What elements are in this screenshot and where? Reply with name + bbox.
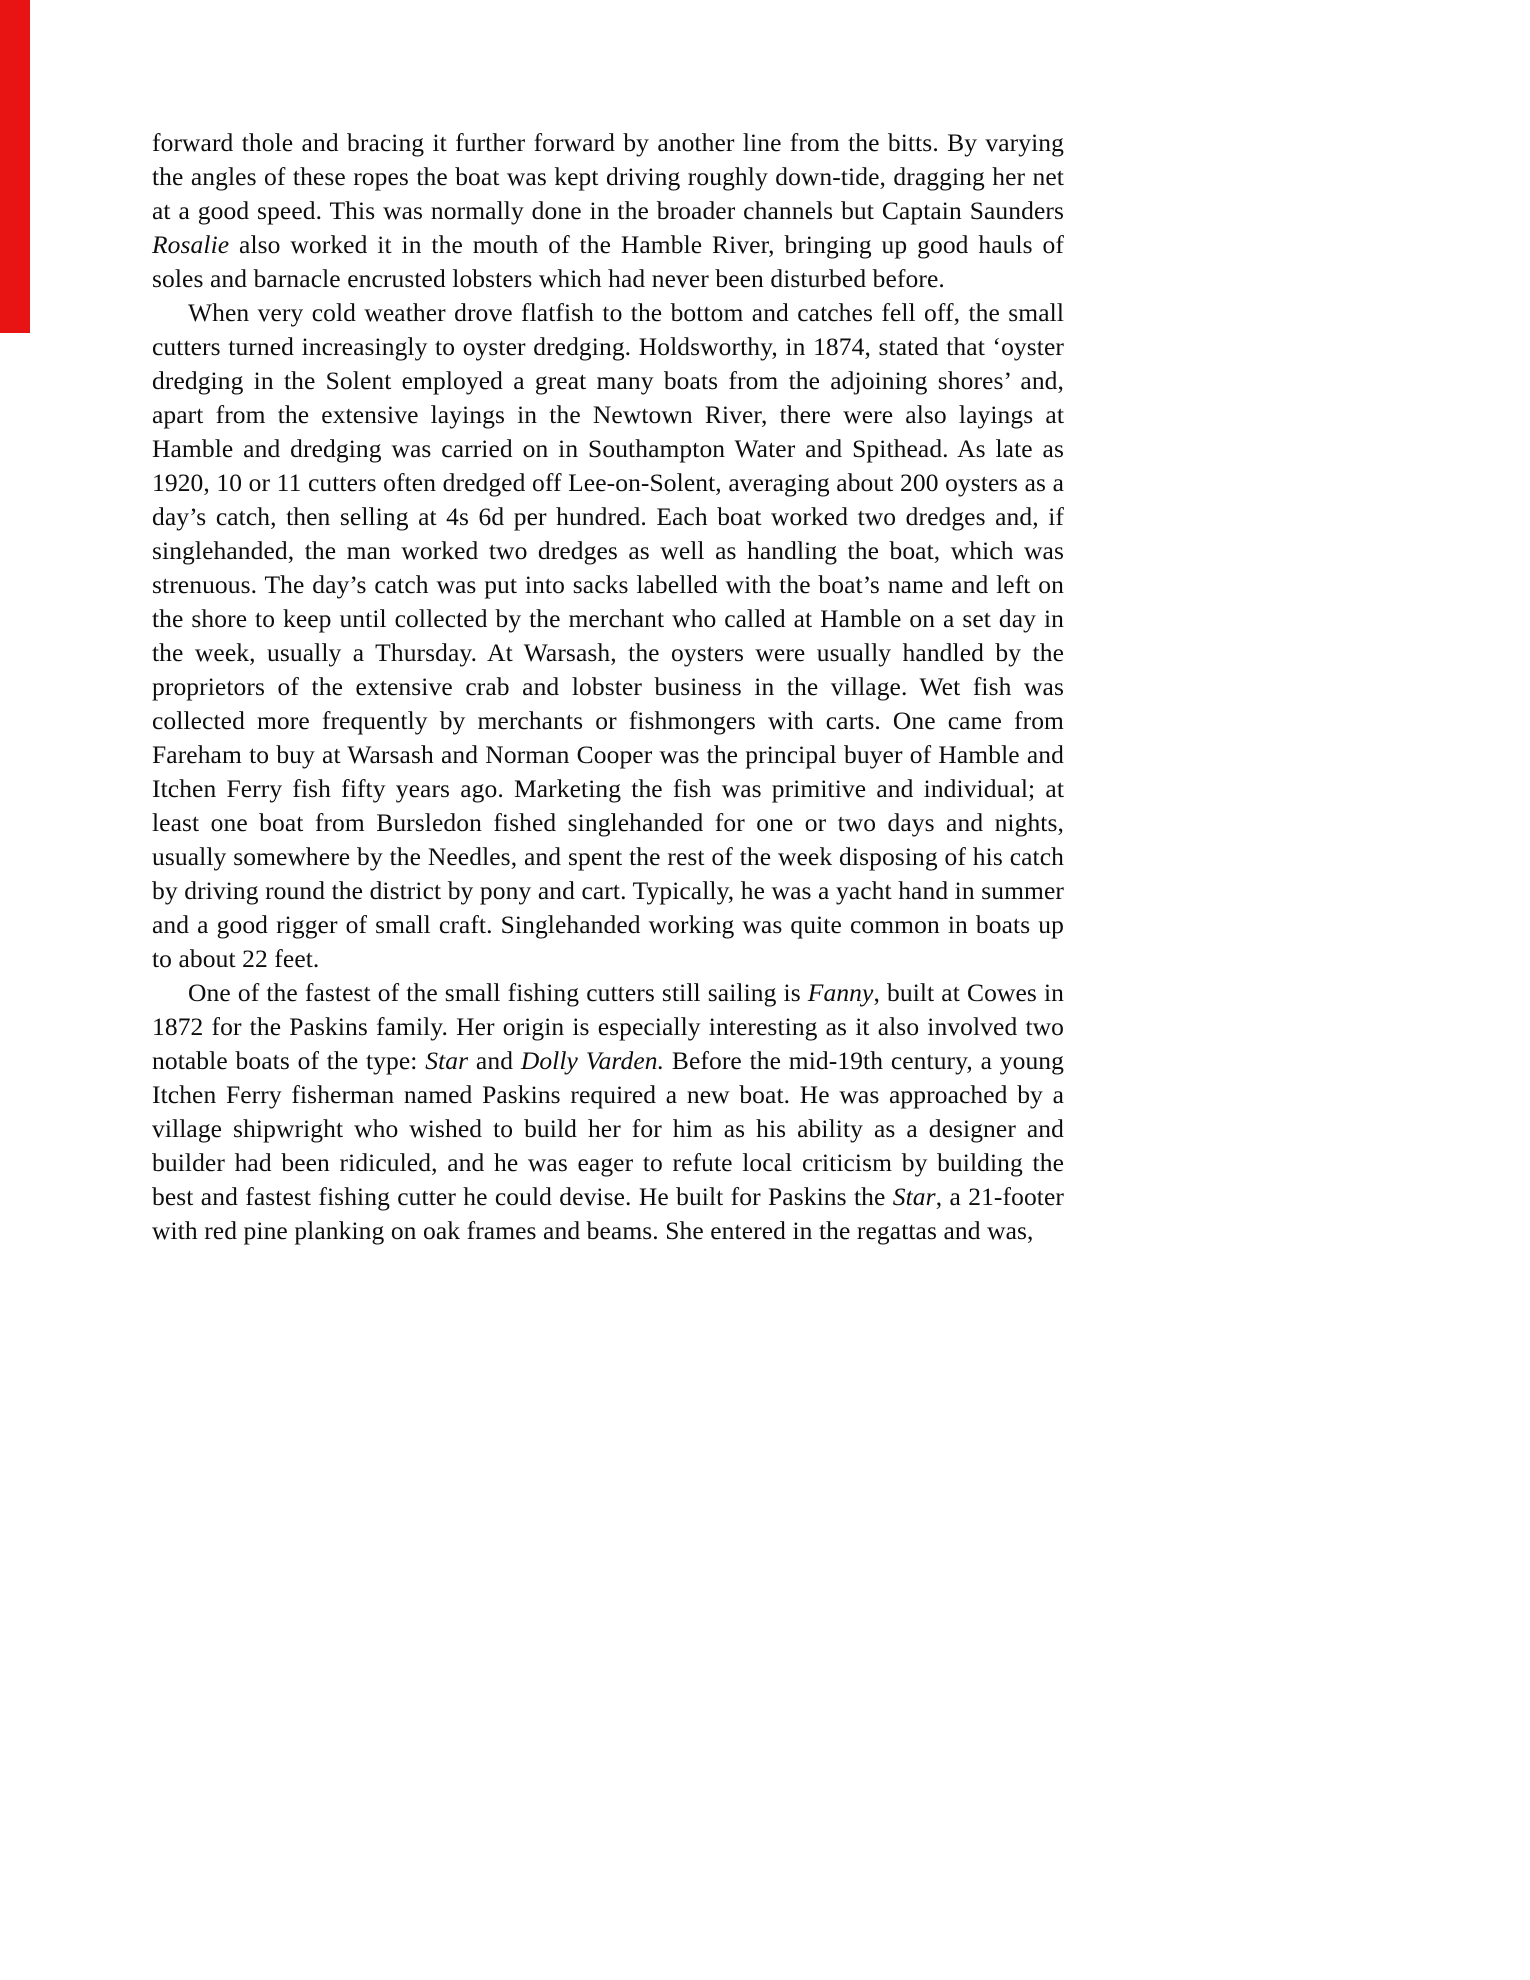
italic-text-run: Fanny <box>807 978 874 1007</box>
text-run: , built at Cowes in 1872 for the Paskins family. Her origin is especially interesting as it also involved two notable boats of the type: <box>152 978 1064 1075</box>
text-run: One of the fastest of the small fishing cutters still sailing is <box>188 978 808 1007</box>
text-run: and <box>468 1046 521 1075</box>
paragraph <box>152 296 1064 976</box>
paragraph <box>152 126 1064 296</box>
italic-text-run: Dolly Varden. <box>520 1046 665 1075</box>
page-text <box>152 126 1064 1248</box>
paragraph <box>152 976 1064 1248</box>
text-run: Before the mid-19th century, a young Itchen Ferry fisherman named Paskins required a new boat. He was approached by a village shipwright who wished to build her for him as his ability as a designer and builder had been ridiculed, and he was eager to refute local criticism by building the best and fastest fishing cutter he could devise. He built for Paskins the <box>152 1046 1065 1211</box>
red-margin-stripe <box>0 0 30 333</box>
text-run: , a 21-footer with red pine planking on oak frames and beams. She entered in the regattas and was, <box>152 1182 1065 1245</box>
italic-text-run: Rosalie <box>152 230 230 259</box>
text-run: forward thole and bracing it further forward by another line from the bitts. By varying the angles of these ropes the boat was kept driving roughly down-tide, dragging her net at a good speed. This was normally done in the broader channels but Captain Saunders <box>152 128 1064 225</box>
italic-text-run: Star <box>892 1182 936 1211</box>
italic-text-run: Star <box>425 1046 469 1075</box>
text-run: When very cold weather drove flatfish to the bottom and catches fell off, the small cutters turned increasingly to oyster dredging. Holdsworthy, in 1874, stated that ‘oyster dredging in the Solent employed a great many boats from the adjoining shores’ and, apart from the extensive layings in the Newtown River, there were also layings at Hamble and dredging was carried on in Southampton Water and Spithead. As late as 1920, 10 or 11 cutters often dredged off Lee-on-Solent, averaging about 200 oysters as a day’s catch, then selling at 4s 6d per hundred. Each boat worked two dredges and, if singlehanded, the man worked two dredges as well as handling the boat, which was strenuous. The day’s catch was put into sacks labelled with the boat’s name and left on the shore to keep until collected by the merchant who called at Hamble on a set day in the week, usually a Thursday. At Warsash, the oysters were usually handled by the proprietors of the extensive crab and lobster business in the village. Wet fish was collected more frequently by merchants or fishmongers with carts. One came from Fareham to buy at Warsash and Norman Cooper was the principal buyer of Hamble and Itchen Ferry fish fifty years ago. Marketing the fish was primitive and individual; at least one boat from Bursledon fished singlehanded for one or two days and nights, usually somewhere by the Needles, and spent the rest of the week disposing of his catch by driving round the district by pony and cart. Typically, he was a yacht hand in summer and a good rigger of small craft. Singlehanded working was quite common in boats up to about 22 feet. <box>152 298 1064 973</box>
text-run: also worked it in the mouth of the Hamble River, bringing up good hauls of soles and barnacle encrusted lobsters which had never been disturbed before. <box>152 230 1064 293</box>
